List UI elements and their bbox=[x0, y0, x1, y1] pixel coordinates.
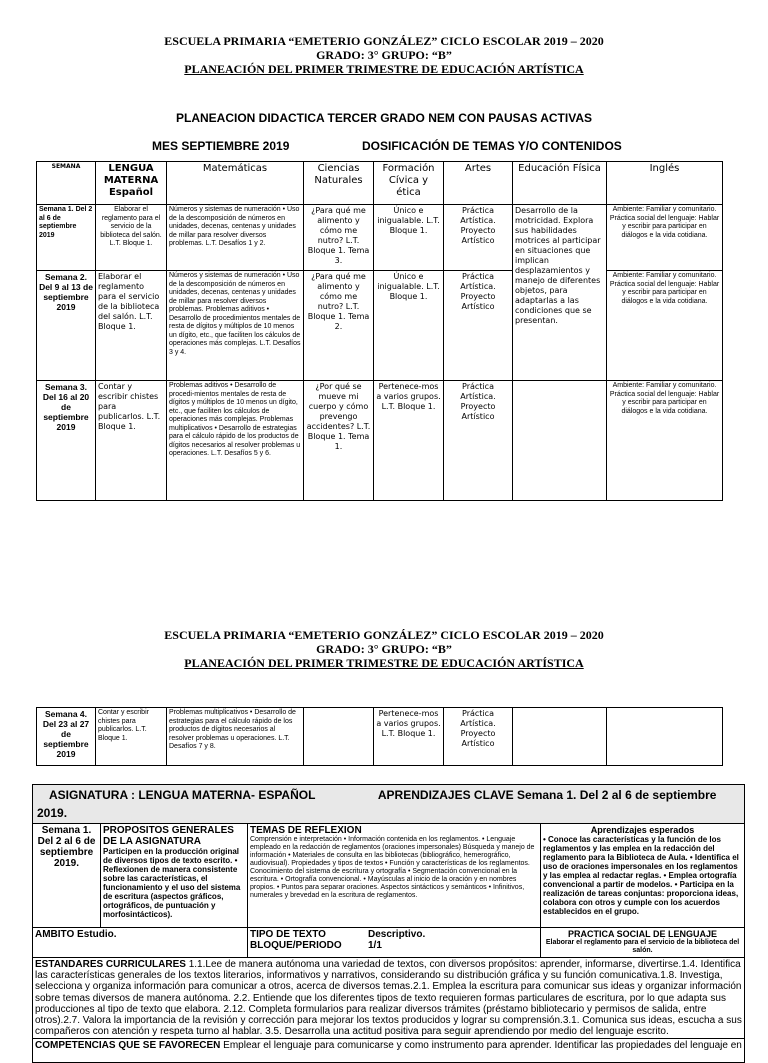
col-header-ingles: Inglés bbox=[607, 162, 723, 205]
cell-artes: Práctica Artística. Proyecto Artístico bbox=[444, 205, 513, 271]
cell-artes: Práctica Artística. Proyecto Artístico bbox=[444, 381, 513, 501]
cell-artes: Práctica Artística. Proyecto Artístico bbox=[444, 708, 513, 766]
header-line-school: ESCUELA PRIMARIA “EMETERIO GONZÁLEZ” CICLO ESCOLAR 2019 – 2020 bbox=[164, 628, 604, 642]
table-row bbox=[37, 271, 723, 381]
cell-semana: Semana 3. Del 16 al 20 de septiembre 2019 bbox=[37, 381, 96, 501]
bloque-label: BLOQUE/PERIODO bbox=[250, 940, 342, 951]
table-row bbox=[33, 958, 745, 1039]
cell-ingles-empty bbox=[607, 708, 723, 766]
asignatura-title: ASIGNATURA : LENGUA MATERNA- ESPAÑOL bbox=[49, 788, 316, 802]
col-header-matematicas: Matemáticas bbox=[167, 162, 304, 205]
school-header-1 bbox=[0, 34, 768, 76]
cell-matematicas: Problemas aditivos • Desarrollo de procedi-mientos mentales de resta de dígitos y múltiplos de 10 menos un dígito, etc., que faciliten los cálculos de operaciones más complejas. Problemas multiplicativos • Desarrollo de estrategias para el cálculo rápido de los productos de dígitos necesarios al resolver problemas u operaciones. L.T. Desafíos 5 y 6. bbox=[167, 381, 304, 501]
cell-civica: Pertenece-mos a varios grupos. L.T. Bloque 1. bbox=[374, 381, 444, 501]
school-header-2 bbox=[0, 628, 768, 670]
week4-table bbox=[36, 707, 723, 766]
cell-ingles: Ambiente: Familiar y comunitario. Práctica social del lenguaje: Hablar y escribir para participar en diálogos e la vida cotidiana. bbox=[607, 381, 723, 501]
cell-semana: Semana 4. Del 23 al 27 de septiembre 2019 bbox=[37, 708, 96, 766]
ambito-cell: AMBITO Estudio. bbox=[33, 928, 248, 958]
table-row bbox=[37, 205, 723, 271]
competencias-cell bbox=[33, 1039, 745, 1063]
col-header-civica: Formación Cívica y ética bbox=[374, 162, 444, 205]
subtitle: PLANEACION DIDACTICA TERCER GRADO NEM CON PAUSAS ACTIVAS bbox=[175, 111, 592, 125]
cell-edfisica-empty bbox=[513, 381, 607, 501]
header-line-grade: GRADO: 3° GRUPO: “B” bbox=[316, 642, 452, 656]
table-row bbox=[33, 928, 745, 958]
estandares-cell bbox=[33, 958, 745, 1039]
table-row bbox=[33, 1039, 745, 1063]
propositos-title: PROPOSITOS GENERALES DE LA ASIGNATURA bbox=[103, 825, 234, 847]
temas-title: TEMAS DE REFLEXION bbox=[250, 825, 362, 836]
esperados-title: Aprendizajes esperados bbox=[590, 825, 695, 835]
tipo-texto-label: TIPO DE TEXTO bbox=[250, 929, 326, 940]
cell-semana: Semana 1. Del 2 al 6 de septiembre 2019 bbox=[37, 205, 96, 271]
cell-civica: Pertenece-mos a varios grupos. L.T. Bloque 1. bbox=[374, 708, 444, 766]
tipo-texto-value: Descriptivo. bbox=[368, 929, 426, 940]
cell-edfisica: Desarrollo de la motricidad. Explora sus habilidades motrices al participar en situaciones que implican desplazamientos y manejo de diferentes objetos, para adaptarlas a las condiciones que se presentan. bbox=[513, 205, 607, 381]
practica-text: Elaborar el reglamento para el servicio de la biblioteca del salón. bbox=[545, 939, 740, 954]
estandares-label: ESTANDARES CURRICULARES bbox=[35, 959, 186, 970]
month-label: MES SEPTIEMBRE 2019 bbox=[152, 139, 290, 153]
cell-ingles: Ambiente: Familiar y comunitario. Práctica social del lenguaje: Hablar y escribir para participar en diálogos e la vida cotidiana. bbox=[607, 271, 723, 381]
cell-lengua: Contar y escribir chistes para publicarlos. L.T. Bloque 1. bbox=[96, 708, 167, 766]
col-header-edfisica: Educación Física bbox=[513, 162, 607, 205]
table-row bbox=[37, 708, 723, 766]
esperados-text: • Conoce las características y la función de los reglamentos y las emplea en la redacción del reglamento para la Biblioteca de Aula. • Identifica el uso de oraciones impersonales en los reglamentos y las emplea al redactar reglas. • Emplea ortografía convencional a partir de modelos. • Participa en la realización de tareas conjuntas: proporciona ideas, colabora con otros y cumple con los acuerdos establecidos en el grupo. bbox=[543, 835, 739, 916]
cell-ciencias: ¿Para qué me alimento y cómo me nutro? L.T. Bloque 1. Tema 3. bbox=[304, 205, 374, 271]
temas-text: Comprensión e interpretación • Información contenida en los reglamentos. • Lenguaje empleado en la redacción de reglamentos (oraciones impersonales) Búsqueda y manejo de información • Materiales de consulta en las bibliotecas (bibliográfico, hemerográfico, audiovisual). Propiedades y tipos de textos • Función y características de los reglamentos. Conocimiento del sistema de escritura y ortografía • Segmentación convencional en la escritura. • Ortografía convencional. • Mayúsculas al inicio de la oración y en nombres propios. • Puntos para separar oraciones. Aspectos sintácticos y semánticos • Infinitivos, numerales y brevedad en la escritura de reglamentos. bbox=[250, 836, 535, 899]
cell-lengua: Elaborar el reglamento para el servicio de la biblioteca del salón. L.T. Bloque 1. bbox=[96, 205, 167, 271]
cell-semana: Semana 2. Del 9 al 13 de septiembre 2019 bbox=[37, 271, 96, 381]
col-header-ciencias: Ciencias Naturales bbox=[304, 162, 374, 205]
dosificacion-label: DOSIFICACIÓN DE TEMAS Y/O CONTENIDOS bbox=[362, 139, 622, 153]
asignatura-header-row bbox=[33, 785, 745, 824]
asignatura-table bbox=[32, 784, 745, 1063]
cell-ciencias-empty bbox=[304, 708, 374, 766]
col-header-lengua: LENGUA MATERNA Español bbox=[96, 162, 167, 205]
cell-artes: Práctica Artística. Proyecto Artístico bbox=[444, 271, 513, 381]
competencias-label: COMPETENCIAS QUE SE FAVORECEN bbox=[35, 1040, 221, 1052]
dosificacion-table bbox=[36, 161, 723, 501]
table-row bbox=[33, 824, 745, 928]
cell-ciencias: ¿Por qué se mueve mi cuerpo y cómo prevengo accidentes? L.T. Bloque 1. Tema 1. bbox=[304, 381, 374, 501]
cell-lengua: Contar y escribir chistes para publicarlos. L.T. Bloque 1. bbox=[96, 381, 167, 501]
competencias-text: Emplear el lenguaje para comunicarse y como instrumento para aprender. Identificar las propiedades del lenguaje en bbox=[220, 1040, 742, 1052]
col-header-artes: Artes bbox=[444, 162, 513, 205]
header-line-plan: PLANEACIÓN DEL PRIMER TRIMESTRE DE EDUCACIÓN ARTÍSTICA bbox=[184, 62, 584, 76]
aprendizajes-title: APRENDIZAJES CLAVE Semana 1. Del 2 al 6 de septiembre 2019. bbox=[37, 788, 717, 820]
propositos-text: Participen en la producción original de diversos tipos de texto escrito. • Reflexionen de manera consistente sobre las características, el funcionamiento y el uso del sistema de escritura (aspectos gráficos, ortográficos, de puntuación y morfosintácticos). bbox=[103, 847, 241, 919]
cell-matematicas: Números y sistemas de numeración • Uso de la descomposición de números en unidades, decenas, centenas y unidades de millar para resolver diversos problemas. Problemas aditivos • Desarrollo de procedimientos mentales de resta de dígitos y múltiplos de 10 menos un dígito, etc., que faciliten los cálculos de operaciones más complejas. L.T. Desafíos 3 y 4. bbox=[167, 271, 304, 381]
header-line-grade: GRADO: 3° GRUPO: “B” bbox=[316, 48, 452, 62]
cell-lengua: Elaborar el reglamento para el servicio de la biblioteca del salón. L.T. Bloque 1. bbox=[96, 271, 167, 381]
cell-ingles: Ambiente: Familiar y comunitario. Práctica social del lenguaje: Hablar y escribir para participar en diálogos e la vida cotidiana. bbox=[607, 205, 723, 271]
cell-ciencias: ¿Para qué me alimento y cómo me nutro? L.T. Bloque 1. Tema 2. bbox=[304, 271, 374, 381]
table-header-row bbox=[37, 162, 723, 205]
header-line-plan: PLANEACIÓN DEL PRIMER TRIMESTRE DE EDUCACIÓN ARTÍSTICA bbox=[184, 656, 584, 670]
table-row bbox=[37, 381, 723, 501]
header-line-school: ESCUELA PRIMARIA “EMETERIO GONZÁLEZ” CICLO ESCOLAR 2019 – 2020 bbox=[164, 34, 604, 48]
cell-matematicas: Números y sistemas de numeración • Uso de la descomposición de números en unidades, decenas, centenas y unidades de millar para resolver diversos problemas. L.T. Desafíos 1 y 2. bbox=[167, 205, 304, 271]
col-header-semana: SEMANA bbox=[37, 162, 96, 205]
estandares-text: 1.1.Lee de manera autónoma una variedad de textos, con diversos propósitos: aprender, informarse, divertirse.1.4. Identifica las características generales de los textos literarios, informativos y narrativos, considerando su distribución gráfica y su función comunicativa.1.8. Investiga, selecciona y organiza información para comunicar a otros, acerca de diversos temas.2.1. Emplea la escritura para comunicar sus ideas y organizar información sobre temas diversos de manera autónoma. 2.2. Entiende que los diferentes tipos de texto requieren formas particulares de escritura, por lo que adapta sus producciones al tipo de texto que elabora. 2.12. Completa formularios para realizar diversos trámites (préstamo bibliotecario y permisos de salida, entre otros).2.7. Valora la importancia de la revisión y corrección para mejorar los textos producidos y lograr su comprensión.3.1. Comunica sus ideas, escucha a sus compañeros con atención y respeta turno al hablar. 3.5. Desarrolla una actitud positiva para seguir aprendiendo por medio del lenguaje escrito. bbox=[35, 959, 742, 1038]
cell-civica: Único e inigualable. L.T. Bloque 1. bbox=[374, 271, 444, 381]
cell-edfisica-empty bbox=[513, 708, 607, 766]
practica-title: PRACTICA SOCIAL DE LENGUAJE bbox=[568, 929, 718, 939]
bloque-value: 1/1 bbox=[368, 940, 382, 951]
cell-matematicas: Problemas multiplicativos • Desarrollo de estrategias para el cálculo rápido de los productos de dígitos necesarios al resolver problemas u operaciones. L.T. Desafíos 7 y 8. bbox=[167, 708, 304, 766]
cell-semana: Semana 1. Del 2 al 6 de septiembre 2019. bbox=[33, 824, 101, 928]
cell-civica: Único e inigualable. L.T. Bloque 1. bbox=[374, 205, 444, 271]
